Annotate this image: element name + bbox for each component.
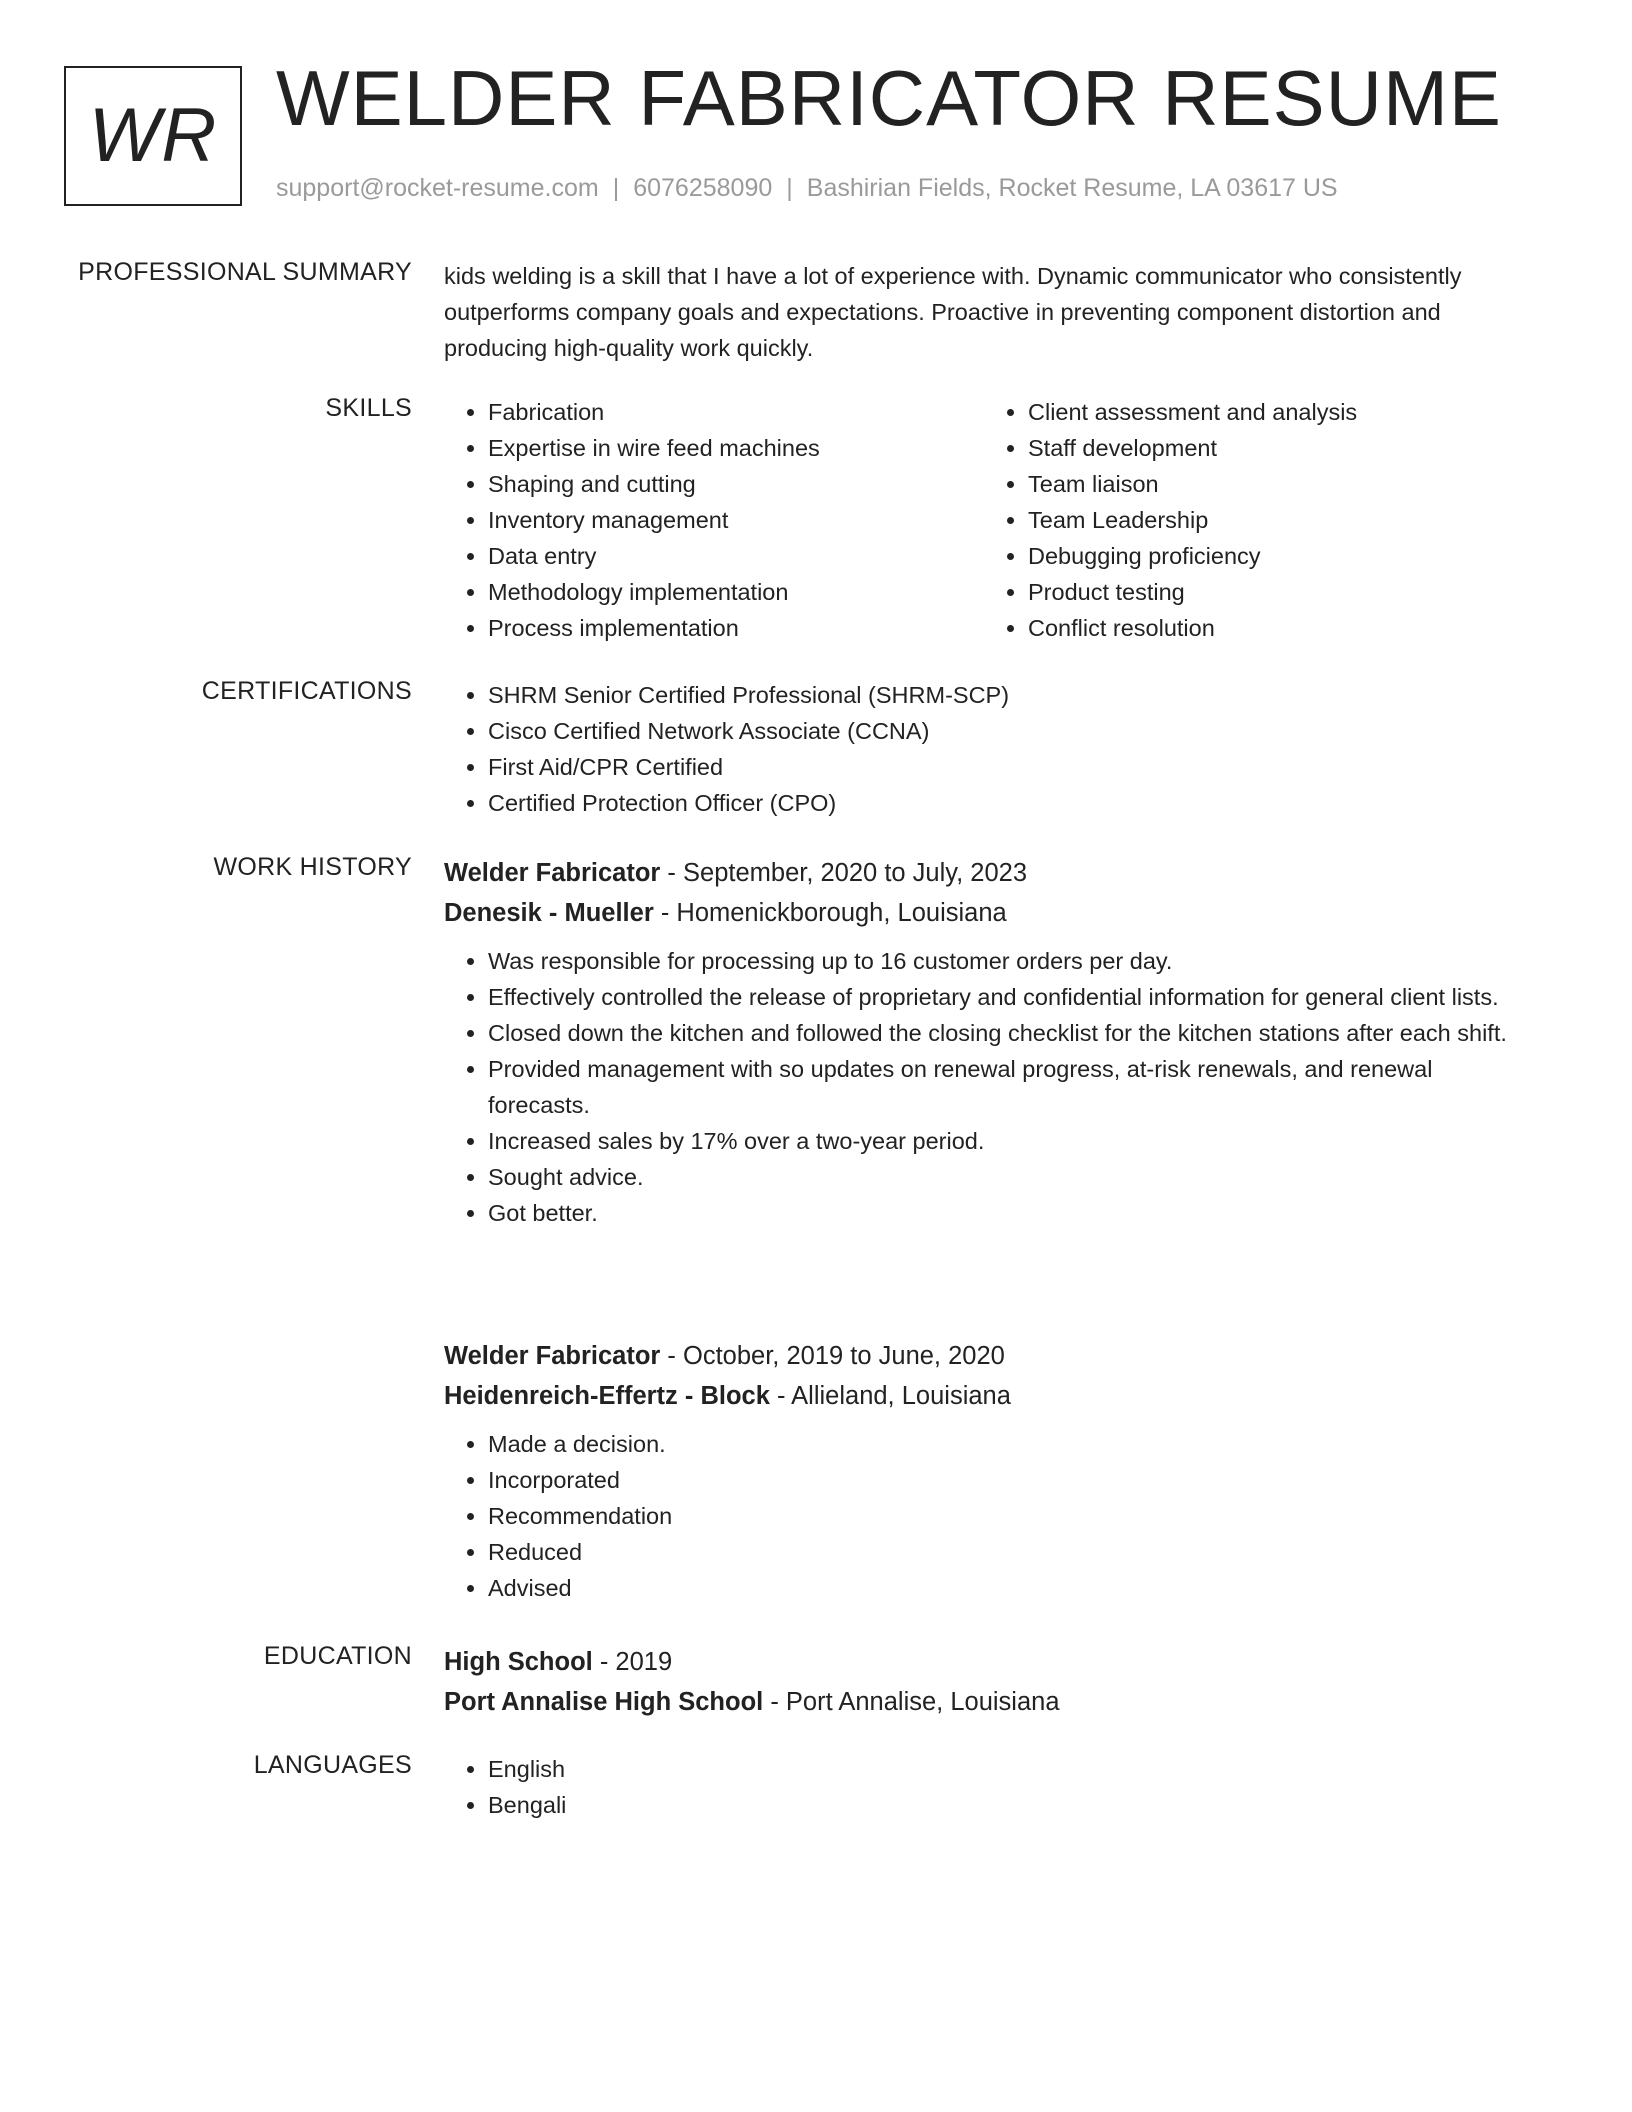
contact-email[interactable]: support@rocket-resume.com	[276, 174, 599, 202]
education-degree-line	[444, 1642, 1524, 1682]
languages-list	[444, 1751, 1524, 1823]
skill-item: • Shaping and cutting	[488, 466, 984, 502]
job-bullet: • Advised	[488, 1570, 1524, 1606]
skill-item: • Process implementation	[488, 610, 984, 646]
skills-columns	[444, 394, 1524, 646]
job-location: - Homenickborough, Louisiana	[653, 899, 1007, 927]
summary-text: kids welding is a skill that I have a lot of experience with. Dynamic communicator who consistently outperforms company goals and expectations. Proactive in preventing component distortion and producing high-quality work quickly.	[444, 263, 1462, 361]
resume-title: WELDER FABRICATOR RESUME	[276, 54, 1502, 142]
contact-phone[interactable]: 6076258090	[633, 174, 773, 202]
contact-address: Bashirian Fields, Rocket Resume, LA 03617 US	[806, 174, 1338, 202]
monogram-box	[64, 66, 242, 206]
contact-separator: |	[612, 174, 620, 202]
certification-item: • First Aid/CPR Certified	[488, 749, 1524, 785]
skill-item: • Conflict resolution	[1028, 610, 1524, 646]
job-bullet: • Made a decision.	[488, 1426, 1524, 1462]
job-company-line	[444, 893, 1524, 933]
language-item: • Bengali	[488, 1787, 1524, 1823]
education-location: - Port Annalise, Louisiana	[763, 1688, 1060, 1716]
job-bullet: • Reduced	[488, 1534, 1524, 1570]
skill-item: • Product testing	[1028, 574, 1524, 610]
job-bullets	[444, 943, 1524, 1231]
section-label-skills: SKILLS	[325, 394, 412, 422]
education-school: Port Annalise High School	[444, 1688, 764, 1716]
section-label-summary: PROFESSIONAL SUMMARY	[78, 258, 412, 286]
job-entry	[444, 1336, 1524, 1606]
job-bullet: • Closed down the kitchen and followed the closing checklist for the kitchen stations after each shift.	[488, 1015, 1524, 1051]
job-bullet: • Provided management with so updates on renewal progress, at-risk renewals, and renewal forecasts.	[488, 1051, 1524, 1123]
job-bullet: • Sought advice.	[488, 1159, 1524, 1195]
job-dates: - September, 2020 to July, 2023	[660, 859, 1028, 887]
contact-separator: |	[786, 174, 793, 202]
certification-item: • Certified Protection Officer (CPO)	[488, 785, 1524, 821]
job-company: Heidenreich-Effertz - Block	[444, 1382, 770, 1410]
education-school-line	[444, 1682, 1524, 1722]
language-item: • English	[488, 1751, 1524, 1787]
skill-item: • Client assessment and analysis	[1028, 394, 1524, 430]
section-label-certifications: CERTIFICATIONS	[201, 677, 412, 705]
job-title: Welder Fabricator	[444, 859, 661, 887]
job-bullet: • Got better.	[488, 1195, 1524, 1231]
job-bullet: • Increased sales by 17% over a two-year period.	[488, 1123, 1524, 1159]
job-company-line	[444, 1376, 1524, 1416]
job-bullet: • Was responsible for processing up to 16 customer orders per day.	[488, 943, 1524, 979]
skills-list-left	[444, 394, 984, 646]
education-content	[444, 1642, 1524, 1722]
certification-item: • Cisco Certified Network Associate (CCNA)	[488, 713, 1524, 749]
skill-item: • Fabrication	[488, 394, 984, 430]
skill-item: • Expertise in wire feed machines	[488, 430, 984, 466]
certification-item: • SHRM Senior Certified Professional (SHRM-SCP)	[488, 677, 1524, 713]
skill-item: • Methodology implementation	[488, 574, 984, 610]
skill-item: • Debugging proficiency	[1028, 538, 1524, 574]
certifications-content	[444, 677, 1524, 821]
job-dates: - October, 2019 to June, 2020	[660, 1342, 1005, 1370]
education-degree: High School	[444, 1648, 593, 1676]
section-label-languages: LANGUAGES	[253, 1751, 412, 1779]
job-bullet: • Effectively controlled the release of proprietary and confidential information for general client lists.	[488, 979, 1524, 1015]
skill-item: • Team Leadership	[1028, 502, 1524, 538]
skills-list-right	[984, 394, 1524, 646]
contact-line	[276, 174, 1338, 203]
job-bullet: • Incorporated	[488, 1462, 1524, 1498]
skill-item: • Data entry	[488, 538, 984, 574]
job-bullets	[444, 1426, 1524, 1606]
job-title-line	[444, 853, 1524, 893]
job-entry	[444, 853, 1524, 1231]
skill-item: • Staff development	[1028, 430, 1524, 466]
languages-content	[444, 1751, 1524, 1823]
job-bullet: • Recommendation	[488, 1498, 1524, 1534]
skill-item: • Inventory management	[488, 502, 984, 538]
section-label-work-history: WORK HISTORY	[213, 853, 412, 881]
job-title: Welder Fabricator	[444, 1342, 661, 1370]
section-label-education: EDUCATION	[263, 1642, 412, 1670]
monogram-initials: WR	[88, 93, 218, 178]
education-year: - 2019	[592, 1648, 673, 1676]
certifications-list	[444, 677, 1524, 821]
skill-item: • Team liaison	[1028, 466, 1524, 502]
job-company: Denesik - Mueller	[444, 899, 654, 927]
job-title-line	[444, 1336, 1524, 1376]
job-location: - Allieland, Louisiana	[769, 1382, 1011, 1410]
